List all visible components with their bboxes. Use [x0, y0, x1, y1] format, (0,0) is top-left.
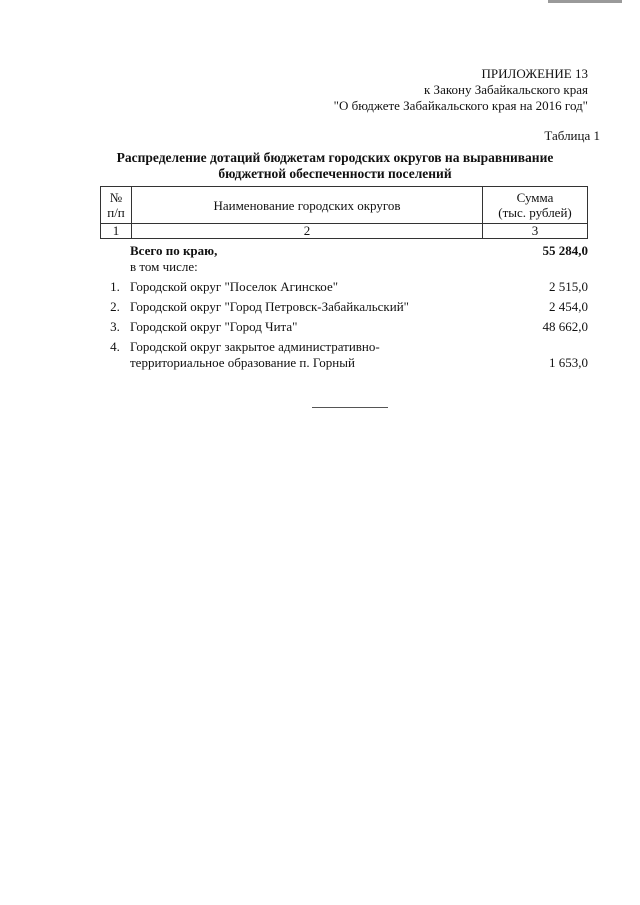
row-value: 48 662,0 [542, 319, 588, 334]
including-label: в том числе: [130, 259, 198, 274]
row-value: 2 515,0 [549, 279, 588, 294]
table-body [100, 243, 588, 371]
scan-mark [548, 0, 622, 3]
table-row [100, 299, 588, 315]
table-title [100, 150, 570, 182]
col-index-3: 3 [483, 224, 588, 239]
row-name: Городской округ "Поселок Агинское" [130, 279, 339, 294]
row-name [130, 339, 468, 371]
row-number: 4. [110, 339, 120, 354]
end-divider [312, 407, 388, 408]
total-label: Всего по краю, [130, 243, 218, 258]
table-header-grid [100, 186, 588, 239]
col-number-header-line2: п/п [107, 205, 125, 220]
col-name-header: Наименование городских округов [132, 187, 483, 224]
appendix-law-ref: к Закону Забайкальского края [423, 82, 588, 97]
table-title-line1: Распределение дотаций бюджетам городских округов на выравнивание [116, 150, 554, 165]
col-index-1: 1 [101, 224, 132, 239]
col-sum-header-line1: Сумма [516, 190, 554, 205]
row-value: 2 454,0 [549, 299, 588, 314]
row-name: Городской округ "Город Чита" [130, 319, 298, 334]
col-index-2: 2 [132, 224, 483, 239]
row-name: Городской округ "Город Петровск-Забайкальский" [130, 299, 409, 314]
row-number: 1. [110, 279, 120, 294]
table-row [100, 319, 588, 335]
row-name-line2: территориальное образование п. Горный [130, 355, 355, 370]
row-number: 3. [110, 319, 120, 334]
col-number-header [101, 187, 132, 224]
table-title-line2: бюджетной обеспеченности поселений [218, 166, 452, 181]
col-sum-header [483, 187, 588, 224]
row-number: 2. [110, 299, 120, 314]
table-row [100, 279, 588, 295]
total-value: 55 284,0 [542, 243, 588, 258]
row-value: 1 653,0 [549, 355, 588, 370]
appendix-law-title: "О бюджете Забайкальского края на 2016 год" [333, 98, 588, 113]
row-name-line1: Городской округ закрытое административно- [130, 339, 380, 354]
table-row [100, 339, 588, 371]
total-row [100, 243, 588, 259]
subheading-row [100, 259, 588, 275]
col-sum-header-line2: (тыс. рублей) [498, 205, 572, 220]
appendix-number: ПРИЛОЖЕНИЕ 13 [481, 66, 588, 81]
table-label: Таблица 1 [544, 128, 600, 143]
col-number-header-line1: № [109, 190, 123, 205]
appendix-header [334, 66, 588, 114]
